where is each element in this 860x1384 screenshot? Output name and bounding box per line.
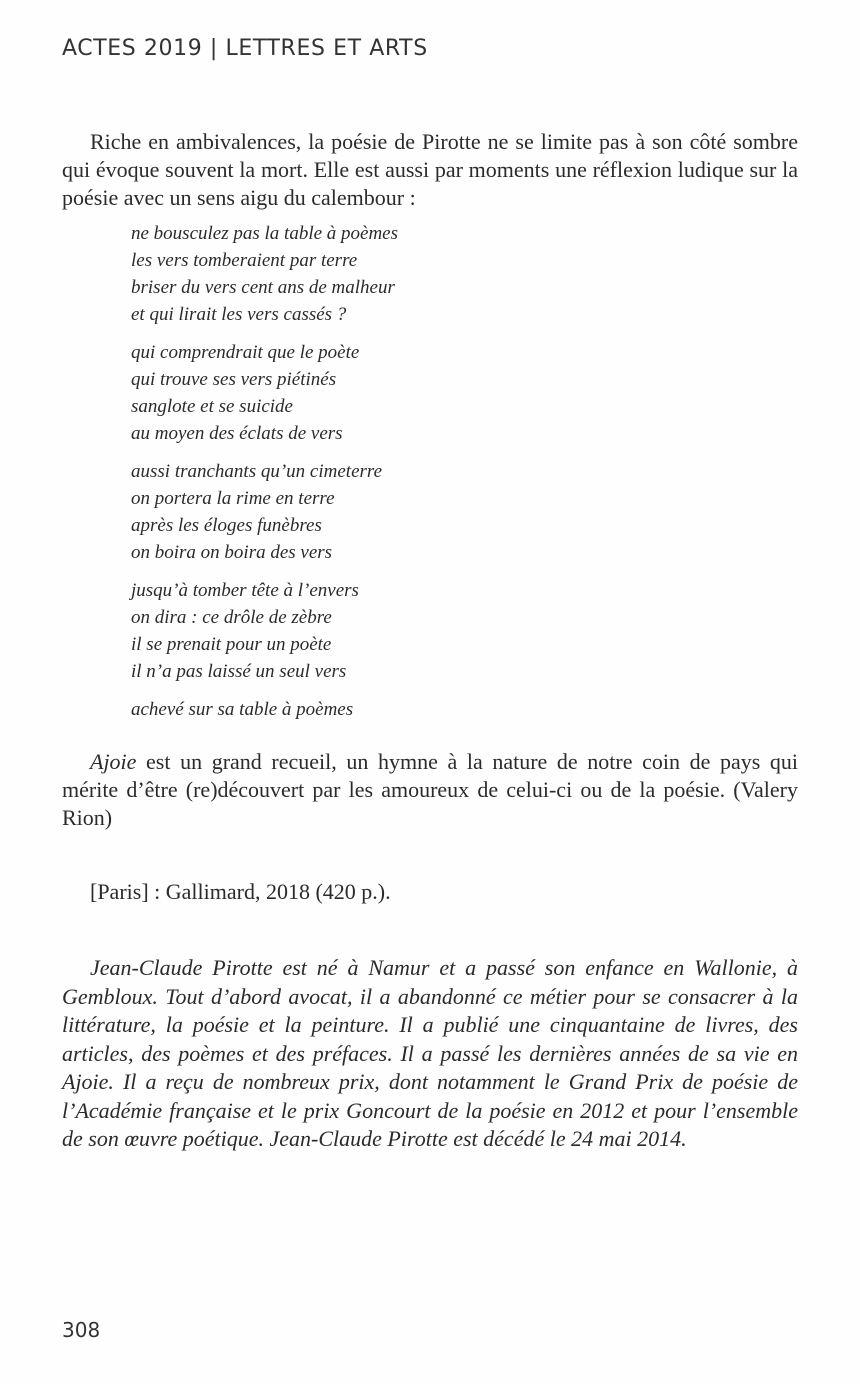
poem-line: on portera la rime en terre xyxy=(131,488,335,509)
poem-line: aussi tranchants qu’un cimeterre xyxy=(131,461,383,482)
poem-line: il n’a pas laissé un seul vers xyxy=(131,661,347,682)
paragraph-review-text: est un grand recueil, un hymne à la nature de notre coin de pays qui mérite d’être (re)découvert par les amoureux de celui-ci ou de la poésie. (Valery Rion) xyxy=(62,749,798,830)
poem-line: jusqu’à tomber tête à l’envers xyxy=(131,580,359,601)
poem-line: il se prenait pour un poète xyxy=(131,634,332,655)
poem-line: briser du vers cent ans de malheur xyxy=(131,277,395,298)
poem-line: après les éloges funèbres xyxy=(131,515,322,536)
poem-line: qui comprendrait que le poète xyxy=(131,342,360,363)
publication-reference: [Paris] : Gallimard, 2018 (420 p.). xyxy=(90,879,391,904)
paragraph-review xyxy=(62,748,798,832)
poem-line: au moyen des éclats de vers xyxy=(131,423,343,444)
poem-line: et qui lirait les vers cassés ? xyxy=(131,304,347,325)
poem-line: on dira : ce drôle de zèbre xyxy=(131,607,332,628)
poem-line: achevé sur sa table à poèmes xyxy=(131,699,354,720)
poem-line: sanglote et se suicide xyxy=(131,396,293,417)
poem-stanza xyxy=(131,339,398,447)
page-number: 308 xyxy=(62,1318,101,1342)
poem xyxy=(131,220,398,734)
poem-stanza xyxy=(131,458,398,566)
poem-line: ne bousculez pas la table à poèmes xyxy=(131,223,399,244)
running-head: ACTES 2019 | LETTRES ET ARTS xyxy=(62,36,428,61)
poem-stanza xyxy=(131,696,398,723)
poem-stanza xyxy=(131,577,398,685)
poem-line: qui trouve ses vers piétinés xyxy=(131,369,337,390)
poem-stanza xyxy=(131,220,398,328)
poem-line: on boira on boira des vers xyxy=(131,542,333,563)
book-title: Ajoie xyxy=(90,749,137,774)
poem-line: les vers tomberaient par terre xyxy=(131,250,358,271)
author-biography: Jean-Claude Pirotte est né à Namur et a passé son enfance en Wallonie, à Gembloux. Tout d’abord avocat, il a abandonné ce métier pour se consacrer à la littérature, la poésie et la peinture. Il a publié une cinquantaine de livres, des articles, des poèmes et des préfaces. Il a passé les dernières années de sa vie en Ajoie. Il a reçu de nombreux prix, dont notamment le Grand Prix de poésie de l’Académie française et le prix Goncourt de la poésie en 2012 et pour l’ensemble de son œuvre poétique. Jean-Claude Pirotte est décédé le 24 mai 2014. xyxy=(62,955,798,1151)
paragraph-intro: Riche en ambivalences, la poésie de Pirotte ne se limite pas à son côté sombre qui évoque souvent la mort. Elle est aussi par moments une réflexion ludique sur la poésie avec un sens aigu du calembour : xyxy=(62,129,798,210)
